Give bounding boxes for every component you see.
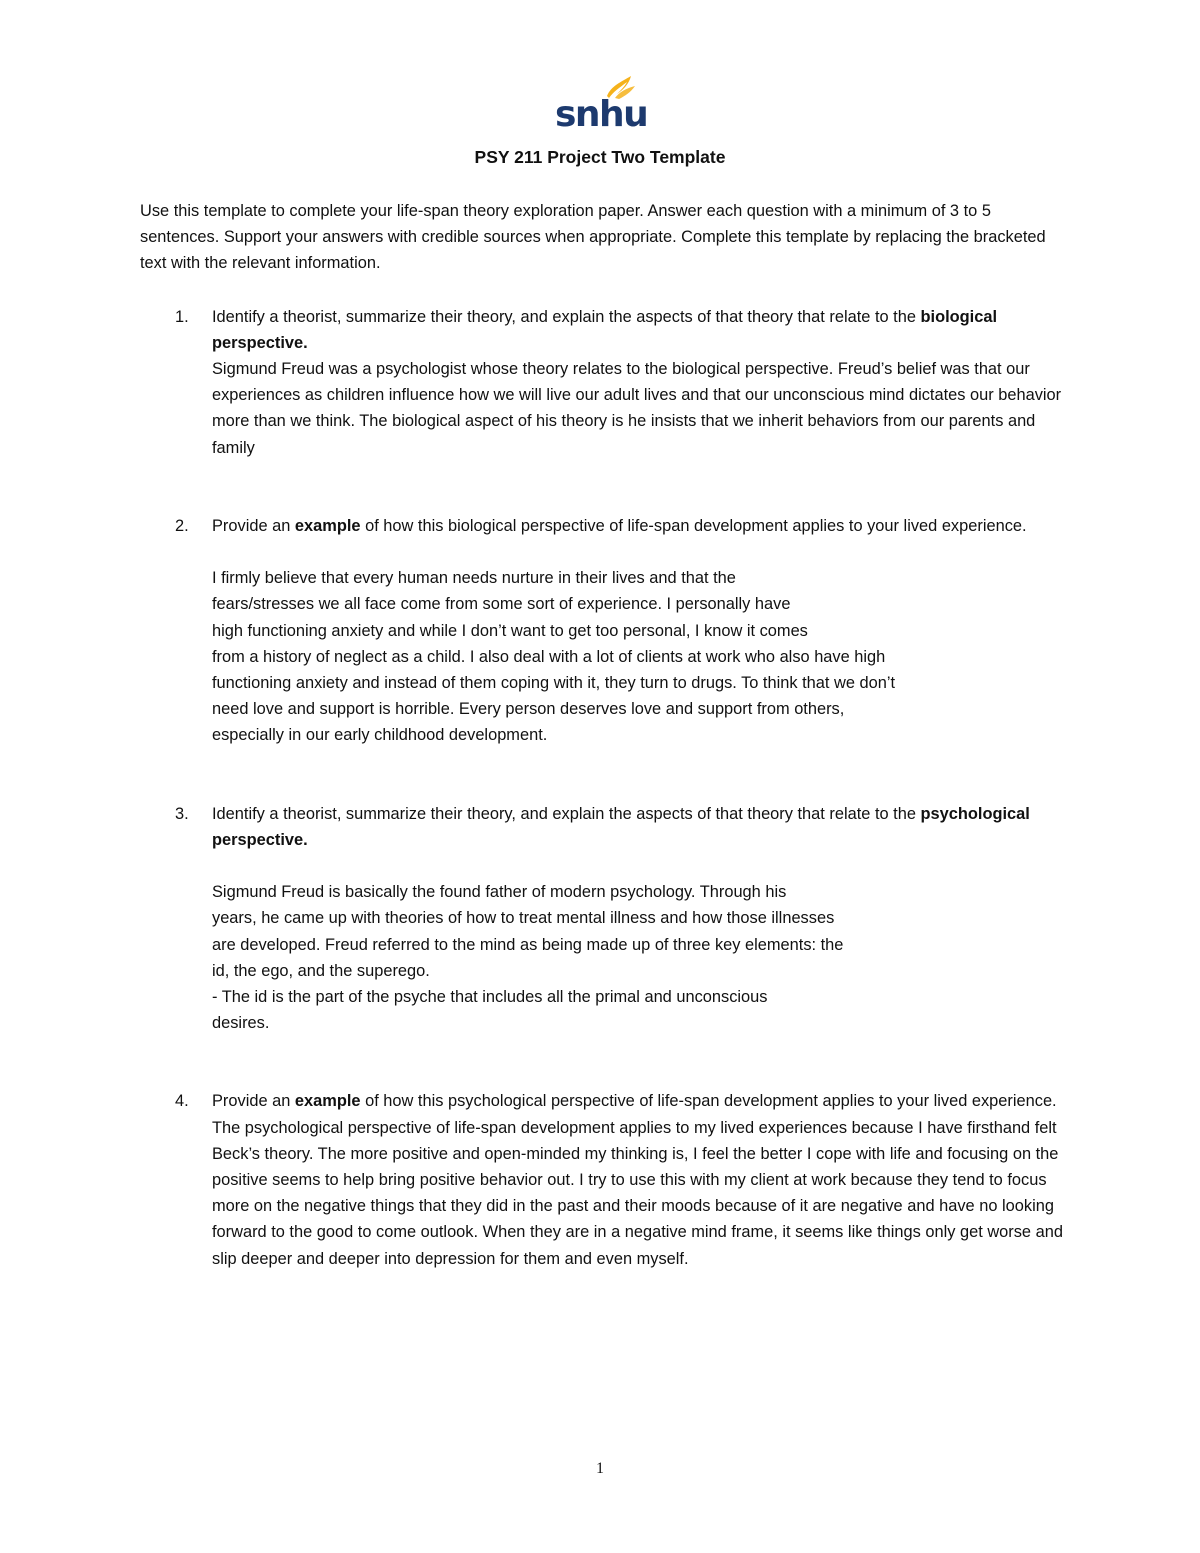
question-prompt: [212, 1088, 1070, 1114]
answer-line: from a history of neglect as a child. I also deal with a lot of clients at work who also have high: [212, 647, 886, 666]
prompt-text-end: of how this biological perspective of life-span development applies to your lived experience.: [360, 516, 1027, 535]
answer-bullet-line: - The id is the part of the psyche that includes all the primal and unconscious: [212, 988, 768, 1007]
prompt-emphasis: example: [294, 1092, 361, 1111]
question-prompt: [212, 304, 1070, 356]
answer-paragraph: Sigmund Freud was a psychologist whose theory relates to the biological perspective. Freud’s belief was that our experiences as children influence how we will live our adult lives and that our unconscious mind dictates our behavior more than we think. The biological aspect of his theory is he insists that we inherit behaviors from our parents and family: [212, 360, 1062, 457]
answer-line: need love and support is horrible. Every person deserves love and support from others,: [212, 700, 845, 719]
page-title: PSY 211 Project Two Template: [474, 147, 726, 167]
question-item-2: [140, 513, 1070, 749]
answer-line: fears/stresses we all face come from some sort of experience. I personally have: [212, 595, 791, 614]
answer-line: high functioning anxiety and while I don’t want to get too personal, I know it comes: [212, 621, 808, 640]
prompt-emphasis: example: [294, 516, 361, 535]
prompt-text: Provide an: [212, 1092, 295, 1111]
answer-paragraph: The psychological perspective of life-span development applies to my lived experiences because I have firsthand felt Beck’s theory. The more positive and open-minded my thinking is, I feel the better I cope with life and focusing on the positive seems to help bring positive behavior out. I try to use this with my client at work because they tend to focus more on the negative things that they did in the past and their moods because of it are negative and have no looking forward to the good to come outlook. When they are in a negative mind frame, it seems like things only get worse and slip deeper and deeper into depression for them and even myself.: [212, 1118, 1063, 1268]
prompt-text-end: of how this psychological perspective of life-span development applies to your lived experience.: [360, 1092, 1057, 1111]
question-prompt: [212, 513, 1070, 539]
answer-line: Sigmund Freud is basically the found father of modern psychology. Through his: [212, 883, 787, 902]
blank-line: [212, 539, 1070, 565]
answer-line: desires.: [212, 1014, 270, 1033]
spacer: [140, 461, 1070, 513]
document-body: [140, 198, 1070, 1272]
question-item-3: [140, 801, 1070, 1037]
intro-text: Use this template to complete your life-span theory exploration paper. Answer each question with a minimum of 3 to 5 sentences. Support your answers with credible sources when appropriate. Complete this template by replacing the bracketed text with the relevant information.: [140, 202, 1046, 273]
answer-line: id, the ego, and the superego.: [212, 961, 430, 980]
question-prompt: [212, 801, 1070, 853]
intro-paragraph: [140, 198, 1070, 277]
prompt-text-end: .: [303, 333, 308, 352]
answer-line: I firmly believe that every human needs nurture in their lives and that the: [212, 569, 736, 588]
page-number: 1: [596, 1460, 604, 1477]
svg-text:snhu: snhu: [555, 94, 648, 135]
spacer: [140, 1036, 1070, 1088]
prompt-text: Provide an: [212, 516, 295, 535]
prompt-emphasis: biological perspective: [212, 307, 998, 352]
prompt-text-end: .: [303, 830, 308, 849]
answer-line: years, he came up with theories of how to treat mental illness and how those illnesses: [212, 909, 835, 928]
question-number: 1.: [175, 307, 189, 326]
prompt-emphasis: psychological perspective: [212, 804, 1030, 849]
spacer: [140, 749, 1070, 801]
answer-line: functioning anxiety and instead of them coping with it, they turn to drugs. To think that we don’t: [212, 674, 896, 693]
prompt-text: Identify a theorist, summarize their theory, and explain the aspects of that theory that relate to the: [212, 307, 921, 326]
question-item-4: [140, 1088, 1070, 1271]
prompt-text: Identify a theorist, summarize their theory, and explain the aspects of that theory that relate to the: [212, 804, 921, 823]
question-item-1: [140, 304, 1070, 461]
question-number: 3.: [175, 804, 189, 823]
question-list: [140, 304, 1070, 1272]
question-number: 4.: [175, 1092, 189, 1111]
answer-line: especially in our early childhood development.: [212, 726, 548, 745]
question-number: 2.: [175, 516, 189, 535]
blank-line: [212, 853, 1070, 879]
snhu-logo-icon: [555, 72, 648, 135]
answer-line: are developed. Freud referred to the mind as being made up of three key elements: the: [212, 935, 844, 954]
snhu-logo: [555, 72, 648, 135]
